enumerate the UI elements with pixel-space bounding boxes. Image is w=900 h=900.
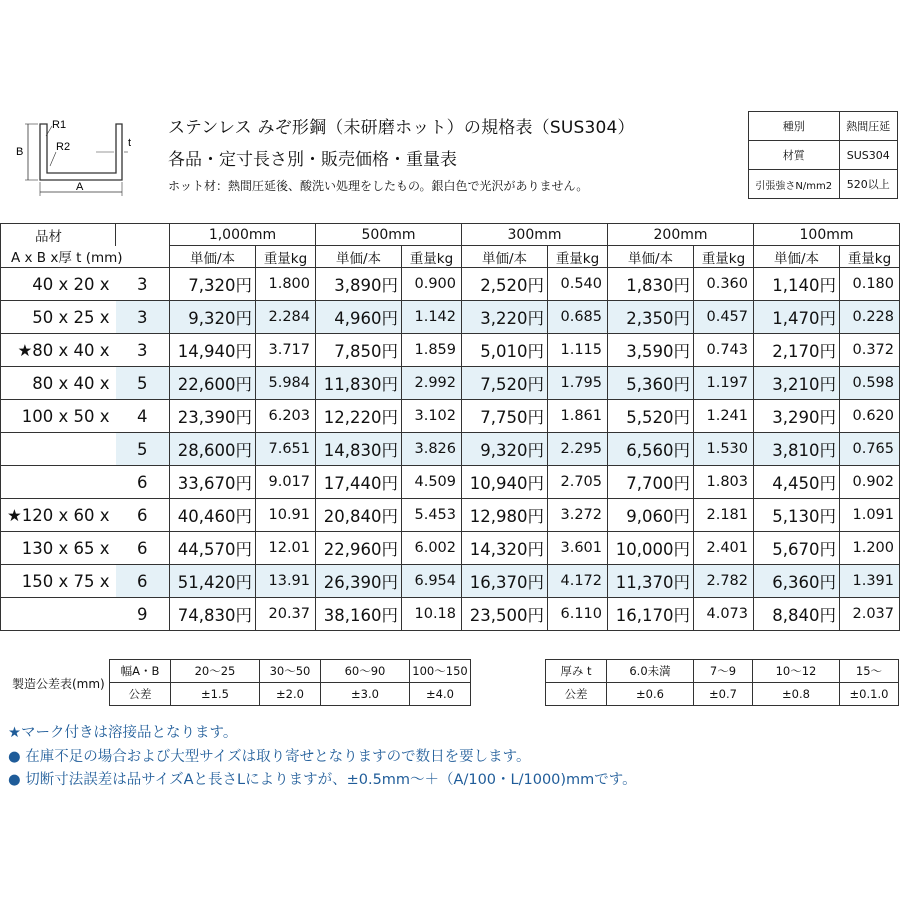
weight-cell: 0.620 — [840, 400, 900, 433]
weight-cell: 1.795 — [548, 367, 608, 400]
price-cell: 14,940円 — [170, 334, 256, 367]
price-cell: 23,500円 — [462, 598, 548, 631]
info-value: 熱間圧延 — [839, 112, 898, 141]
price-cell: 5,360円 — [608, 367, 694, 400]
weight-cell: 5.984 — [256, 367, 316, 400]
table-row — [1, 466, 900, 499]
table-row — [1, 268, 900, 301]
tol-value: ±4.0 — [410, 683, 471, 706]
weight-cell: 10.91 — [256, 499, 316, 532]
price-cell: 17,440円 — [316, 466, 402, 499]
weight-cell: 2.401 — [694, 532, 754, 565]
tol-row-label: 公差 — [546, 683, 607, 706]
info-key: 種別 — [749, 112, 840, 141]
tol-value: ±0.1.0 — [840, 683, 899, 706]
table-row — [1, 301, 900, 334]
info-row — [749, 112, 898, 141]
price-cell: 7,520円 — [462, 367, 548, 400]
weight-cell: 6.110 — [548, 598, 608, 631]
weight-cell: 1.803 — [694, 466, 754, 499]
weight-cell: 1.091 — [840, 499, 900, 532]
info-value: 520以上 — [839, 170, 898, 199]
weight-cell: 1.115 — [548, 334, 608, 367]
weight-cell: 3.601 — [548, 532, 608, 565]
blank-header — [116, 224, 170, 246]
thickness-cell: 6 — [116, 532, 170, 565]
tolerance-label: 製造公差表(mm) — [12, 677, 105, 691]
radius-r1-label: R1 — [52, 119, 67, 131]
size-cell: 50 x 25 x — [1, 301, 116, 334]
price-cell: 9,320円 — [170, 301, 256, 334]
tol-head: 厚み t — [546, 660, 607, 683]
price-cell: 6,360円 — [754, 565, 840, 598]
price-cell: 5,130円 — [754, 499, 840, 532]
info-key: 材質 — [749, 141, 840, 170]
table-row — [1, 334, 900, 367]
price-cell: 3,210円 — [754, 367, 840, 400]
weight-cell: 2.181 — [694, 499, 754, 532]
weight-cell: 9.017 — [256, 466, 316, 499]
radius-r2-label: R2 — [56, 141, 71, 153]
weight-header: 重量kg — [256, 246, 316, 268]
weight-cell: 5.453 — [402, 499, 462, 532]
thickness-cell: 3 — [116, 334, 170, 367]
price-weight-table — [0, 223, 900, 631]
info-value: SUS304 — [839, 141, 898, 170]
weight-cell: 1.391 — [840, 565, 900, 598]
weight-cell: 1.859 — [402, 334, 462, 367]
table-row — [1, 532, 900, 565]
size-cell — [1, 598, 116, 631]
weight-cell: 2.295 — [548, 433, 608, 466]
footnotes — [8, 722, 637, 793]
hot-material-note: ホット材：熱間圧延後、酸洗い処理をしたもの。銀白色で光沢がありません。 — [168, 179, 589, 193]
weight-cell: 1.861 — [548, 400, 608, 433]
table-row — [1, 367, 900, 400]
tol-value: ±0.6 — [607, 683, 694, 706]
price-header: 単価/本 — [462, 246, 548, 268]
weight-header: 重量kg — [402, 246, 462, 268]
weight-cell: 1.197 — [694, 367, 754, 400]
page-title: ステンレス みぞ形鋼（未研磨ホット）の規格表（SUS304） — [168, 118, 635, 138]
weight-cell: 7.651 — [256, 433, 316, 466]
price-cell: 74,830円 — [170, 598, 256, 631]
weight-cell: 13.91 — [256, 565, 316, 598]
channel-cross-section-diagram — [10, 110, 140, 200]
spec-header: A x B x厚 t (mm) — [1, 246, 170, 268]
price-cell: 10,000円 — [608, 532, 694, 565]
price-cell: 14,830円 — [316, 433, 402, 466]
tol-range: 10〜12 — [753, 660, 840, 683]
weight-cell: 4.509 — [402, 466, 462, 499]
size-cell: 40 x 20 x — [1, 268, 116, 301]
price-cell: 3,290円 — [754, 400, 840, 433]
thickness-cell: 4 — [116, 400, 170, 433]
price-cell: 51,420円 — [170, 565, 256, 598]
weight-cell: 0.765 — [840, 433, 900, 466]
size-cell — [1, 466, 116, 499]
price-cell: 40,460円 — [170, 499, 256, 532]
weight-cell: 0.900 — [402, 268, 462, 301]
weight-cell: 0.540 — [548, 268, 608, 301]
thickness-cell: 9 — [116, 598, 170, 631]
weight-cell: 0.685 — [548, 301, 608, 334]
price-header: 単価/本 — [170, 246, 256, 268]
price-cell: 1,830円 — [608, 268, 694, 301]
length-header: 100mm — [754, 224, 900, 246]
weight-cell: 2.037 — [840, 598, 900, 631]
weight-cell: 3.826 — [402, 433, 462, 466]
tol-range: 6.0未満 — [607, 660, 694, 683]
tol-range: 15〜 — [840, 660, 899, 683]
weight-cell: 10.18 — [402, 598, 462, 631]
item-header: 品材 — [1, 224, 116, 246]
size-cell: 130 x 65 x — [1, 532, 116, 565]
table-row — [1, 499, 900, 532]
price-cell: 8,840円 — [754, 598, 840, 631]
price-cell: 7,850円 — [316, 334, 402, 367]
price-cell: 2,350円 — [608, 301, 694, 334]
info-key: 引張強さN/mm2 — [749, 170, 840, 199]
weight-cell: 1.800 — [256, 268, 316, 301]
tol-row-label: 公差 — [110, 683, 171, 706]
weight-cell: 2.782 — [694, 565, 754, 598]
weight-cell: 1.530 — [694, 433, 754, 466]
weight-cell: 3.717 — [256, 334, 316, 367]
price-cell: 16,170円 — [608, 598, 694, 631]
weight-cell: 0.598 — [840, 367, 900, 400]
size-cell: 80 x 40 x — [1, 367, 116, 400]
price-cell: 6,560円 — [608, 433, 694, 466]
price-cell: 4,960円 — [316, 301, 402, 334]
tol-value: ±2.0 — [260, 683, 321, 706]
weight-header: 重量kg — [548, 246, 608, 268]
thickness-cell: 6 — [116, 466, 170, 499]
footnote: ★マーク付きは溶接品となります。 — [8, 725, 238, 741]
weight-cell: 0.372 — [840, 334, 900, 367]
price-header: 単価/本 — [608, 246, 694, 268]
price-cell: 11,830円 — [316, 367, 402, 400]
tol-value: ±3.0 — [321, 683, 410, 706]
tol-value: ±0.7 — [694, 683, 753, 706]
weight-cell: 6.002 — [402, 532, 462, 565]
width-tolerance-table — [109, 659, 471, 706]
weight-cell: 0.228 — [840, 301, 900, 334]
weight-cell: 2.992 — [402, 367, 462, 400]
weight-cell: 0.360 — [694, 268, 754, 301]
weight-cell: 0.180 — [840, 268, 900, 301]
weight-cell: 3.102 — [402, 400, 462, 433]
weight-cell: 0.902 — [840, 466, 900, 499]
price-cell: 22,600円 — [170, 367, 256, 400]
table-row — [1, 433, 900, 466]
length-header: 300mm — [462, 224, 608, 246]
dimension-b-label: B — [16, 146, 24, 158]
weight-header: 重量kg — [694, 246, 754, 268]
weight-cell: 6.203 — [256, 400, 316, 433]
price-cell: 44,570円 — [170, 532, 256, 565]
tol-range: 30〜50 — [260, 660, 321, 683]
length-header: 200mm — [608, 224, 754, 246]
price-cell: 7,750円 — [462, 400, 548, 433]
weight-cell: 3.272 — [548, 499, 608, 532]
tol-range: 60〜90 — [321, 660, 410, 683]
price-cell: 5,670円 — [754, 532, 840, 565]
size-cell — [1, 433, 116, 466]
price-cell: 9,320円 — [462, 433, 548, 466]
weight-cell: 2.705 — [548, 466, 608, 499]
tol-range: 7〜9 — [694, 660, 753, 683]
price-cell: 9,060円 — [608, 499, 694, 532]
price-cell: 3,220円 — [462, 301, 548, 334]
price-cell: 33,670円 — [170, 466, 256, 499]
info-row — [749, 170, 898, 199]
weight-cell: 4.172 — [548, 565, 608, 598]
thickness-cell: 6 — [116, 499, 170, 532]
material-info-table — [748, 111, 898, 199]
price-cell: 11,370円 — [608, 565, 694, 598]
price-cell: 2,170円 — [754, 334, 840, 367]
length-header: 1,000mm — [170, 224, 316, 246]
weight-cell: 1.200 — [840, 532, 900, 565]
price-cell: 23,390円 — [170, 400, 256, 433]
weight-cell: 6.954 — [402, 565, 462, 598]
price-cell: 14,320円 — [462, 532, 548, 565]
price-cell: 16,370円 — [462, 565, 548, 598]
price-cell: 5,010円 — [462, 334, 548, 367]
size-cell: 100 x 50 x — [1, 400, 116, 433]
tol-range: 100〜150 — [410, 660, 471, 683]
price-cell: 4,450円 — [754, 466, 840, 499]
table-row — [1, 400, 900, 433]
tol-head: 幅A・B — [110, 660, 171, 683]
info-row — [749, 141, 898, 170]
thickness-cell: 3 — [116, 301, 170, 334]
price-cell: 2,520円 — [462, 268, 548, 301]
thickness-cell: 5 — [116, 433, 170, 466]
price-cell: 20,840円 — [316, 499, 402, 532]
price-cell: 3,810円 — [754, 433, 840, 466]
table-row — [1, 565, 900, 598]
thickness-cell: 3 — [116, 268, 170, 301]
thickness-cell: 6 — [116, 565, 170, 598]
price-cell: 3,890円 — [316, 268, 402, 301]
thickness-tolerance-table — [545, 659, 899, 706]
size-cell: 150 x 75 x — [1, 565, 116, 598]
footnote: ● 切断寸法誤差は品サイズAと長さLによりますが、±0.5mm〜＋（A/100・L/1000)mmです。 — [8, 772, 637, 788]
table-row — [1, 598, 900, 631]
dimension-a-label: A — [76, 181, 84, 193]
weight-cell: 1.241 — [694, 400, 754, 433]
price-cell: 3,590円 — [608, 334, 694, 367]
weight-header: 重量kg — [840, 246, 900, 268]
tol-value: ±1.5 — [171, 683, 260, 706]
price-header: 単価/本 — [754, 246, 840, 268]
weight-cell: 0.457 — [694, 301, 754, 334]
tol-range: 20〜25 — [171, 660, 260, 683]
weight-cell: 0.743 — [694, 334, 754, 367]
size-cell: ★120 x 60 x — [1, 499, 116, 532]
size-cell: ★80 x 40 x — [1, 334, 116, 367]
price-cell: 22,960円 — [316, 532, 402, 565]
thickness-t-label: t — [128, 137, 132, 149]
weight-cell: 20.37 — [256, 598, 316, 631]
price-cell: 1,140円 — [754, 268, 840, 301]
page-subtitle: 各品・定寸長さ別・販売価格・重量表 — [168, 150, 457, 170]
price-cell: 7,700円 — [608, 466, 694, 499]
weight-cell: 4.073 — [694, 598, 754, 631]
price-cell: 12,220円 — [316, 400, 402, 433]
price-cell: 26,390円 — [316, 565, 402, 598]
weight-cell: 2.284 — [256, 301, 316, 334]
price-cell: 12,980円 — [462, 499, 548, 532]
weight-cell: 1.142 — [402, 301, 462, 334]
price-cell: 5,520円 — [608, 400, 694, 433]
length-header: 500mm — [316, 224, 462, 246]
weight-cell: 12.01 — [256, 532, 316, 565]
footnote: ● 在庫不足の場合および大型サイズは取り寄せとなりますので数日を要します。 — [8, 748, 531, 765]
thickness-cell: 5 — [116, 367, 170, 400]
tol-value: ±0.8 — [753, 683, 840, 706]
price-header: 単価/本 — [316, 246, 402, 268]
price-cell: 10,940円 — [462, 466, 548, 499]
price-cell: 28,600円 — [170, 433, 256, 466]
price-cell: 38,160円 — [316, 598, 402, 631]
price-cell: 7,320円 — [170, 268, 256, 301]
price-cell: 1,470円 — [754, 301, 840, 334]
